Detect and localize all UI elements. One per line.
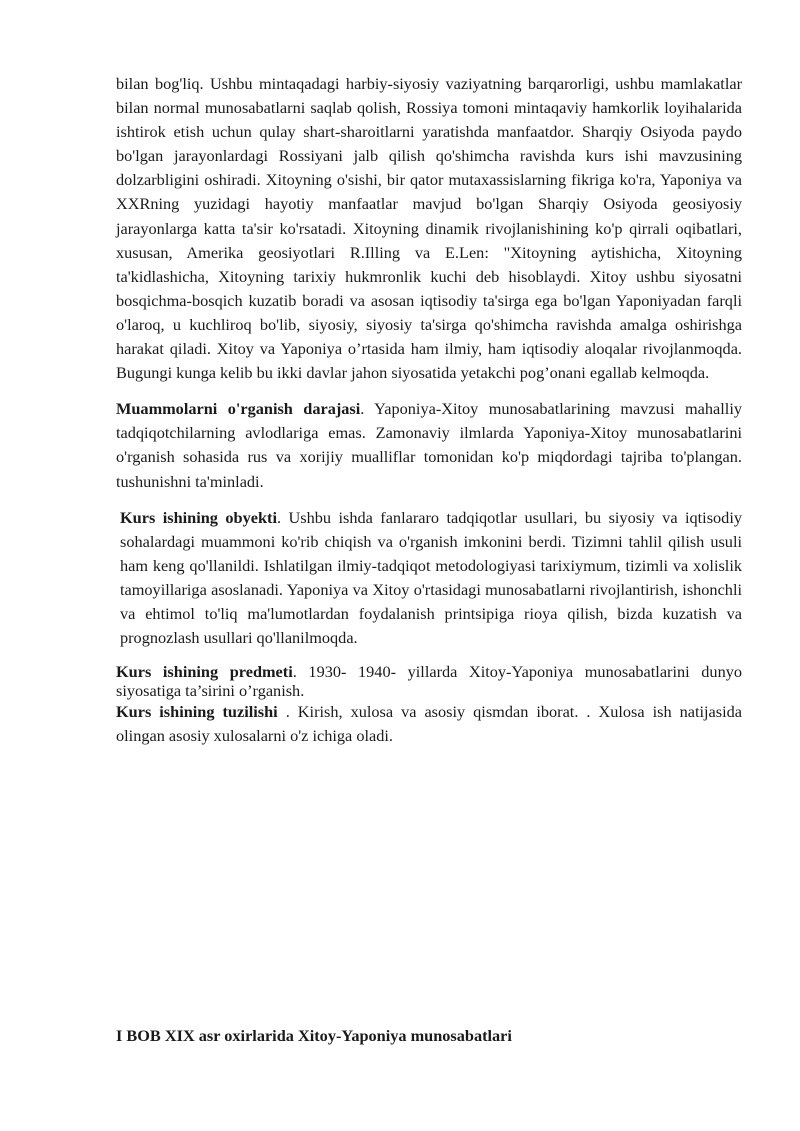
subject-lead: Kurs ishining predmeti <box>116 662 293 682</box>
object-paragraph <box>116 506 742 651</box>
document-body <box>116 72 742 748</box>
research-level-paragraph <box>116 397 742 493</box>
intro-paragraph: bilan bog'liq. Ushbu mintaqadagi harbiy-siyosiy vaziyatning barqarorligi, ushbu mamlakatlar bilan normal munosabatlarni saqlab qolish, Rossiya tomoni mintaqaviy hamkorlik loyihalarida ishtirok etish uchun qulay shart-sharoitlarni yaratishda manfaatdor. Sharqiy Osiyoda paydo bo'lgan jarayonlardagi Rossiyani jalb qilish qo'shimcha ravishda kurs ishi mavzusining dolzarbligini oshiradi. Xitoyning o'sishi, bir qator mutaxassislarning fikriga ko'ra, Yaponiya va XXRning yuzidagi hayotiy manfaatlar mavjud bo'lgan Sharqiy Osiyoda geosiyosiy jarayonlarga katta ta'sir ko'rsatadi. Xitoyning dinamik rivojlanishining ko'p qirrali oqibatlari, xususan, Amerika geosiyotlari R.Illing va E.Len: "Xitoyning aytishicha, Xitoyning ta'kidlashicha, Xitoyning tarixiy hukmronlik kuchi deb hisoblaydi. Xitoy ushbu siyosatni bosqichma-bosqich kuzatib boradi va asosan iqtisodiy ta'sirga ega bo'lgan Yaponiyadan farqli o'laroq, u kuchliroq bo'lib, siyosiy, siyosiy ta'sirga qo'shimcha ravishda amalga oshirishga harakat qiladi. Xitoy va Yaponiya o’rtasida ham ilmiy, ham iqtisodiy aloqalar rivojlanmoqda. Bugungi kunga kelib bu ikki davlar jahon siyosatida yetakchi pog’onani egallab kelmoqda. <box>116 74 742 383</box>
structure-paragraph <box>116 700 742 748</box>
research-level-lead: Muammolarni o'rganish darajasi <box>116 399 361 419</box>
structure-text: . Kirish, xulosa va asosiy qismdan iborat. . Xulosa ish natijasida olingan asosiy xulosalarni o'z ichiga oladi. <box>116 702 743 746</box>
chapter-heading: I BOB XIX asr oxirlarida Xitoy-Yaponiya munosabatlari <box>116 1026 512 1045</box>
subject-text: . 1930- 1940- yillarda Xitoy-Yaponiya munosabatlarini dunyo siyosatiga ta’sirini o’rganish. <box>116 662 742 701</box>
research-level-text: . Yaponiya-Xitoy munosabatlarining mavzusi mahalliy tadqiqotchilarning avlodlariga emas. Zamonaviy ilmlarda Yaponiya-Xitoy munosabatlarini o'rganish sohasida rus va xorijiy mualliflar tomonidan ko'p miqdordagi tajriba to'plangan. tushunishni ta'minladi. <box>116 399 742 491</box>
object-text: . Ushbu ishda fanlararo tadqiqotlar usullari, bu siyosiy va iqtisodiy sohalardagi muammoni ko'rib chiqish va o'rganish imkonini berdi. Tizimni tahlil qilish usuli ham keng qo'llanildi. Ishlatilgan ilmiy-tadqiqot metodologiyasi tarixiymum, tizimli va xolislik tamoyillariga asoslanadi. Yaponiya va Xitoy o'rtasidagi munosabatlarni rivojlantirish, ishonchli va ehtimol to'liq ma'lumotlardan foydalanish printsipiga rioya qilish, bizda kuzatish va prognozlash usullari qo'llanilmoqda. <box>120 507 742 648</box>
subject-paragraph <box>116 662 742 700</box>
structure-lead: Kurs ishining tuzilishi <box>116 702 278 722</box>
object-lead: Kurs ishining obyekti <box>120 507 277 527</box>
